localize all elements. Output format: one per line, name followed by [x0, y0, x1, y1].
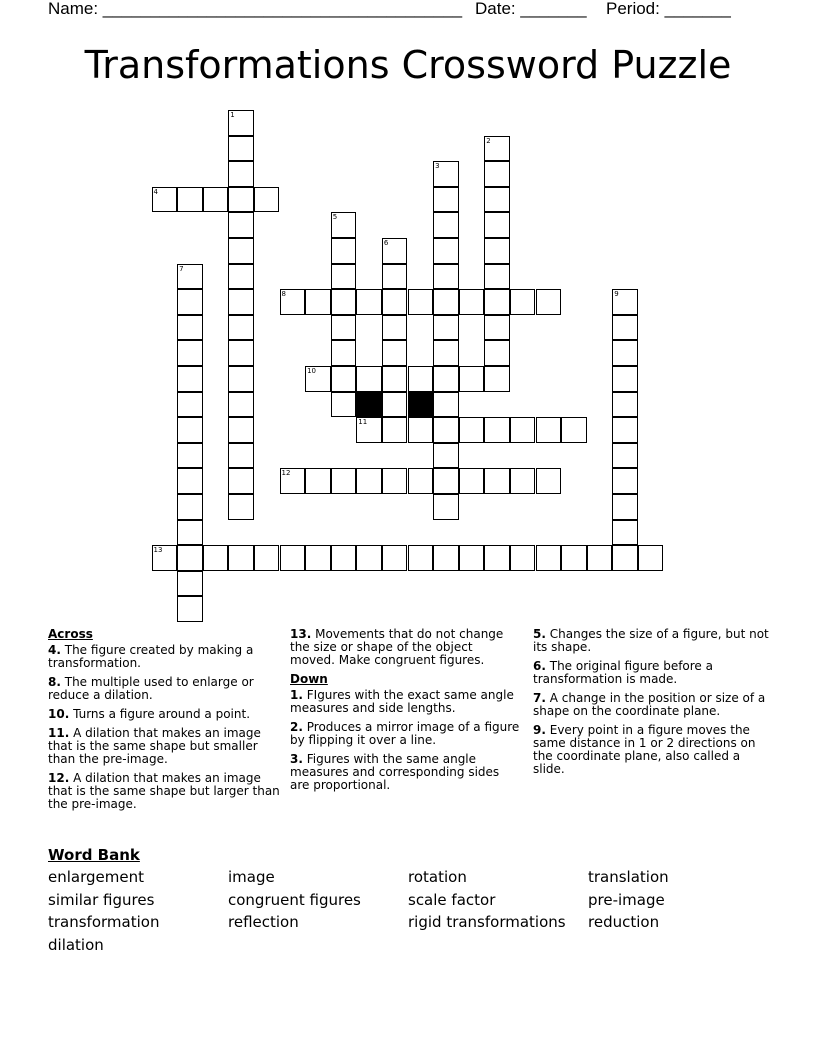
crossword-cell[interactable]	[382, 315, 408, 341]
crossword-cell[interactable]	[228, 366, 254, 392]
crossword-cell[interactable]	[459, 417, 485, 443]
clue-across-11: 11. A dilation that makes an image that is the same shape but smaller than the pre-image.	[48, 726, 261, 766]
crossword-cell[interactable]	[280, 468, 306, 494]
crossword-cell[interactable]	[228, 340, 254, 366]
crossword-cell[interactable]	[382, 238, 408, 264]
period-field[interactable]: Period: _______	[606, 0, 731, 18]
crossword-cell[interactable]	[638, 545, 664, 571]
clue-number: 1	[230, 111, 235, 119]
crossword-cell[interactable]	[228, 110, 254, 136]
crossword-cell[interactable]	[228, 443, 254, 469]
crossword-cell[interactable]	[331, 340, 357, 366]
crossword-cell[interactable]	[228, 238, 254, 264]
crossword-cell[interactable]	[177, 340, 203, 366]
clue-down-6: 6. The original figure before a transformation is made.	[533, 659, 713, 686]
crossword-cell[interactable]	[382, 264, 408, 290]
crossword-cell[interactable]	[433, 545, 459, 571]
clue-number: 11	[358, 418, 368, 427]
clue-number: 4	[153, 187, 158, 196]
clue-across-10: 10. Turns a figure around a point.	[48, 707, 251, 721]
crossword-cell[interactable]	[433, 315, 459, 341]
crossword-cell[interactable]	[305, 545, 331, 571]
crossword-cell[interactable]	[484, 161, 510, 187]
crossword-cell[interactable]	[228, 417, 254, 443]
crossword-cell[interactable]	[433, 212, 459, 238]
crossword-cell[interactable]	[587, 545, 613, 571]
crossword-cell[interactable]	[382, 545, 408, 571]
across-heading: Across	[48, 627, 93, 641]
clue-number: 9	[614, 290, 619, 299]
crossword-cell[interactable]	[177, 596, 203, 622]
word-bank-item: congruent figures	[228, 891, 361, 909]
clue-number: 12	[281, 469, 291, 478]
crossword-cell[interactable]	[331, 212, 357, 238]
crossword-cell[interactable]	[177, 264, 203, 290]
crossword-cell[interactable]	[433, 187, 459, 213]
crossword-cell[interactable]	[177, 289, 203, 315]
crossword-cell[interactable]	[459, 366, 485, 392]
crossword-cell[interactable]	[280, 545, 306, 571]
crossword-cell[interactable]	[459, 289, 485, 315]
word-bank-item: dilation	[48, 936, 104, 954]
page-title: Transformations Crossword Puzzle	[84, 43, 732, 87]
crossword-cell[interactable]	[280, 289, 306, 315]
crossword-cell[interactable]	[510, 289, 536, 315]
crossword-cell[interactable]	[177, 417, 203, 443]
crossword-cell[interactable]	[254, 545, 280, 571]
word-bank-item: transformation	[48, 913, 160, 931]
crossword-cell[interactable]	[305, 468, 331, 494]
clue-number: 5	[332, 213, 338, 222]
crossword-cell[interactable]	[408, 468, 434, 494]
clue-across-13: 13. Movements that do not change the size or shape of the object moved. Make congruent figures.	[290, 627, 504, 667]
crossword-cell[interactable]	[228, 315, 254, 341]
crossword-cell[interactable]	[356, 468, 382, 494]
student-info-header	[48, 0, 768, 20]
crossword-cell[interactable]	[612, 340, 638, 366]
crossword-cell[interactable]	[228, 468, 254, 494]
crossword-cell[interactable]	[612, 289, 638, 315]
crossword-cell[interactable]	[433, 161, 459, 187]
crossword-cell[interactable]	[408, 289, 434, 315]
crossword-cell[interactable]	[510, 417, 536, 443]
word-bank-item: translation	[588, 868, 669, 886]
crossword-cell[interactable]	[612, 443, 638, 469]
crossword-cell[interactable]	[612, 417, 638, 443]
crossword-cell[interactable]	[433, 468, 459, 494]
crossword-cell[interactable]	[612, 315, 638, 341]
crossword-cell[interactable]	[612, 366, 638, 392]
crossword-cell[interactable]	[433, 264, 459, 290]
crossword-cell[interactable]	[356, 366, 382, 392]
crossword-cell[interactable]	[433, 366, 459, 392]
clue-down-3: 3. Figures with the same angle measures and corresponding sides are proportional.	[290, 752, 500, 792]
clues-column-2	[290, 628, 520, 798]
crossword-cell[interactable]	[510, 468, 536, 494]
crossword-cell[interactable]	[203, 545, 229, 571]
crossword-cell[interactable]	[382, 392, 408, 418]
crossword-cell[interactable]	[382, 340, 408, 366]
blocked-cell	[408, 392, 434, 418]
word-bank-item: reflection	[228, 913, 299, 931]
clues-column-3	[533, 628, 769, 782]
crossword-cell[interactable]	[484, 187, 510, 213]
clue-number: 10	[307, 367, 317, 375]
crossword-cell[interactable]	[612, 468, 638, 494]
crossword-cell[interactable]	[152, 187, 178, 213]
clue-across-8: 8. The multiple used to enlarge or reduce a dilation.	[48, 675, 254, 702]
crossword-cell[interactable]	[228, 264, 254, 290]
clue-number: 7	[179, 264, 184, 273]
crossword-cell[interactable]	[433, 238, 459, 264]
crossword-cell[interactable]	[382, 366, 408, 392]
crossword-cell[interactable]	[484, 340, 510, 366]
crossword-cell[interactable]	[433, 443, 459, 469]
crossword-cell[interactable]	[228, 187, 254, 213]
word-bank-item: image	[228, 868, 275, 886]
crossword-cell[interactable]	[382, 417, 408, 443]
crossword-cell[interactable]	[484, 417, 510, 443]
crossword-cell[interactable]	[433, 392, 459, 418]
clue-down-5: 5. Changes the size of a figure, but not its shape.	[533, 627, 769, 654]
crossword-cell[interactable]	[177, 545, 203, 571]
crossword-cell[interactable]	[331, 289, 357, 315]
word-bank-item: pre-image	[588, 891, 665, 909]
clue-down-7: 7. A change in the position or size of a shape on the coordinate plane.	[533, 691, 766, 718]
crossword-cell[interactable]	[177, 392, 203, 418]
crossword-cell[interactable]	[331, 264, 357, 290]
crossword-cell[interactable]	[177, 571, 203, 597]
crossword-cell[interactable]	[228, 136, 254, 162]
crossword-cell[interactable]	[331, 545, 357, 571]
crossword-cell[interactable]	[331, 366, 357, 392]
crossword-cell[interactable]	[356, 289, 382, 315]
crossword-cell[interactable]	[177, 443, 203, 469]
crossword-cell[interactable]	[612, 494, 638, 520]
crossword-cell[interactable]	[612, 520, 638, 546]
crossword-cell[interactable]	[612, 545, 638, 571]
crossword-cell[interactable]	[331, 392, 357, 418]
crossword-cell[interactable]	[228, 161, 254, 187]
crossword-cell[interactable]	[433, 289, 459, 315]
crossword-cell[interactable]	[382, 289, 408, 315]
down-heading: Down	[290, 672, 328, 686]
crossword-cell[interactable]	[484, 264, 510, 290]
blocked-cell	[356, 392, 382, 418]
word-bank-item: enlargement	[48, 868, 144, 886]
crossword-cell[interactable]	[203, 187, 229, 213]
crossword-cell[interactable]	[484, 468, 510, 494]
crossword-cell[interactable]	[561, 417, 587, 443]
crossword-cell[interactable]	[484, 315, 510, 341]
crossword-cell[interactable]	[305, 289, 331, 315]
word-bank-item: similar figures	[48, 891, 155, 909]
crossword-cell[interactable]	[228, 494, 254, 520]
word-bank-title: Word Bank	[48, 846, 140, 864]
crossword-cell[interactable]	[484, 545, 510, 571]
crossword-cell[interactable]	[612, 392, 638, 418]
crossword-cell[interactable]	[536, 289, 562, 315]
crossword-cell[interactable]	[484, 136, 510, 162]
crossword-cell[interactable]	[152, 545, 178, 571]
crossword-cell[interactable]	[484, 212, 510, 238]
crossword-cell[interactable]	[484, 289, 510, 315]
crossword-cell[interactable]	[305, 366, 331, 392]
crossword-cell[interactable]	[459, 545, 485, 571]
crossword-cell[interactable]	[536, 545, 562, 571]
crossword-cell[interactable]	[408, 366, 434, 392]
word-bank-item: scale factor	[408, 891, 496, 909]
crossword-cell[interactable]	[536, 417, 562, 443]
word-bank-item: rigid transformations	[408, 913, 566, 931]
crossword-cell[interactable]	[382, 468, 408, 494]
crossword-cell[interactable]	[484, 238, 510, 264]
crossword-cell[interactable]	[356, 417, 382, 443]
clue-number: 6	[383, 239, 389, 247]
crossword-cell[interactable]	[356, 545, 382, 571]
clues-column-1	[48, 628, 280, 817]
clue-across-4: 4. The figure created by making a transformation.	[48, 643, 254, 670]
clue-number: 13	[153, 546, 163, 555]
crossword-cell[interactable]	[331, 468, 357, 494]
clue-number: 8	[281, 290, 286, 299]
crossword-cell[interactable]	[331, 238, 357, 264]
crossword-cell[interactable]	[433, 417, 459, 443]
crossword-cell[interactable]	[228, 392, 254, 418]
crossword-cell[interactable]	[331, 315, 357, 341]
word-bank-item: reduction	[588, 913, 660, 931]
crossword-cell[interactable]	[177, 494, 203, 520]
crossword-cell[interactable]	[177, 468, 203, 494]
crossword-cell[interactable]	[177, 187, 203, 213]
crossword-cell[interactable]	[177, 520, 203, 546]
clue-number: 3	[435, 162, 440, 171]
clue-across-12: 12. A dilation that makes an image that is the same shape but larger than the pre-image.	[48, 771, 280, 811]
crossword-cell[interactable]	[408, 545, 434, 571]
crossword-cell[interactable]	[228, 289, 254, 315]
date-field[interactable]: Date: _______	[475, 0, 587, 18]
clue-number: 2	[486, 136, 491, 145]
crossword-cell[interactable]	[459, 468, 485, 494]
crossword-cell[interactable]	[228, 545, 254, 571]
crossword-cell[interactable]	[484, 366, 510, 392]
crossword-cell[interactable]	[510, 545, 536, 571]
crossword-cell[interactable]	[433, 340, 459, 366]
crossword-cell[interactable]	[433, 494, 459, 520]
clue-down-2: 2. Produces a mirror image of a figure by flipping it over a line.	[290, 720, 520, 747]
name-field[interactable]: Name: ______________________________________	[48, 0, 463, 18]
crossword-cell[interactable]	[228, 212, 254, 238]
clue-down-9: 9. Every point in a figure moves the same distance in 1 or 2 directions on the coordinate plane, also called a slide.	[533, 723, 756, 776]
crossword-cell[interactable]	[254, 187, 280, 213]
crossword-cell[interactable]	[177, 366, 203, 392]
crossword-cell[interactable]	[177, 315, 203, 341]
word-bank-item: rotation	[408, 868, 467, 886]
crossword-cell[interactable]	[561, 545, 587, 571]
crossword-cell[interactable]	[536, 468, 562, 494]
crossword-cell[interactable]	[408, 417, 434, 443]
clue-down-1: 1. FIgures with the exact same angle measures and side lengths.	[290, 688, 514, 715]
